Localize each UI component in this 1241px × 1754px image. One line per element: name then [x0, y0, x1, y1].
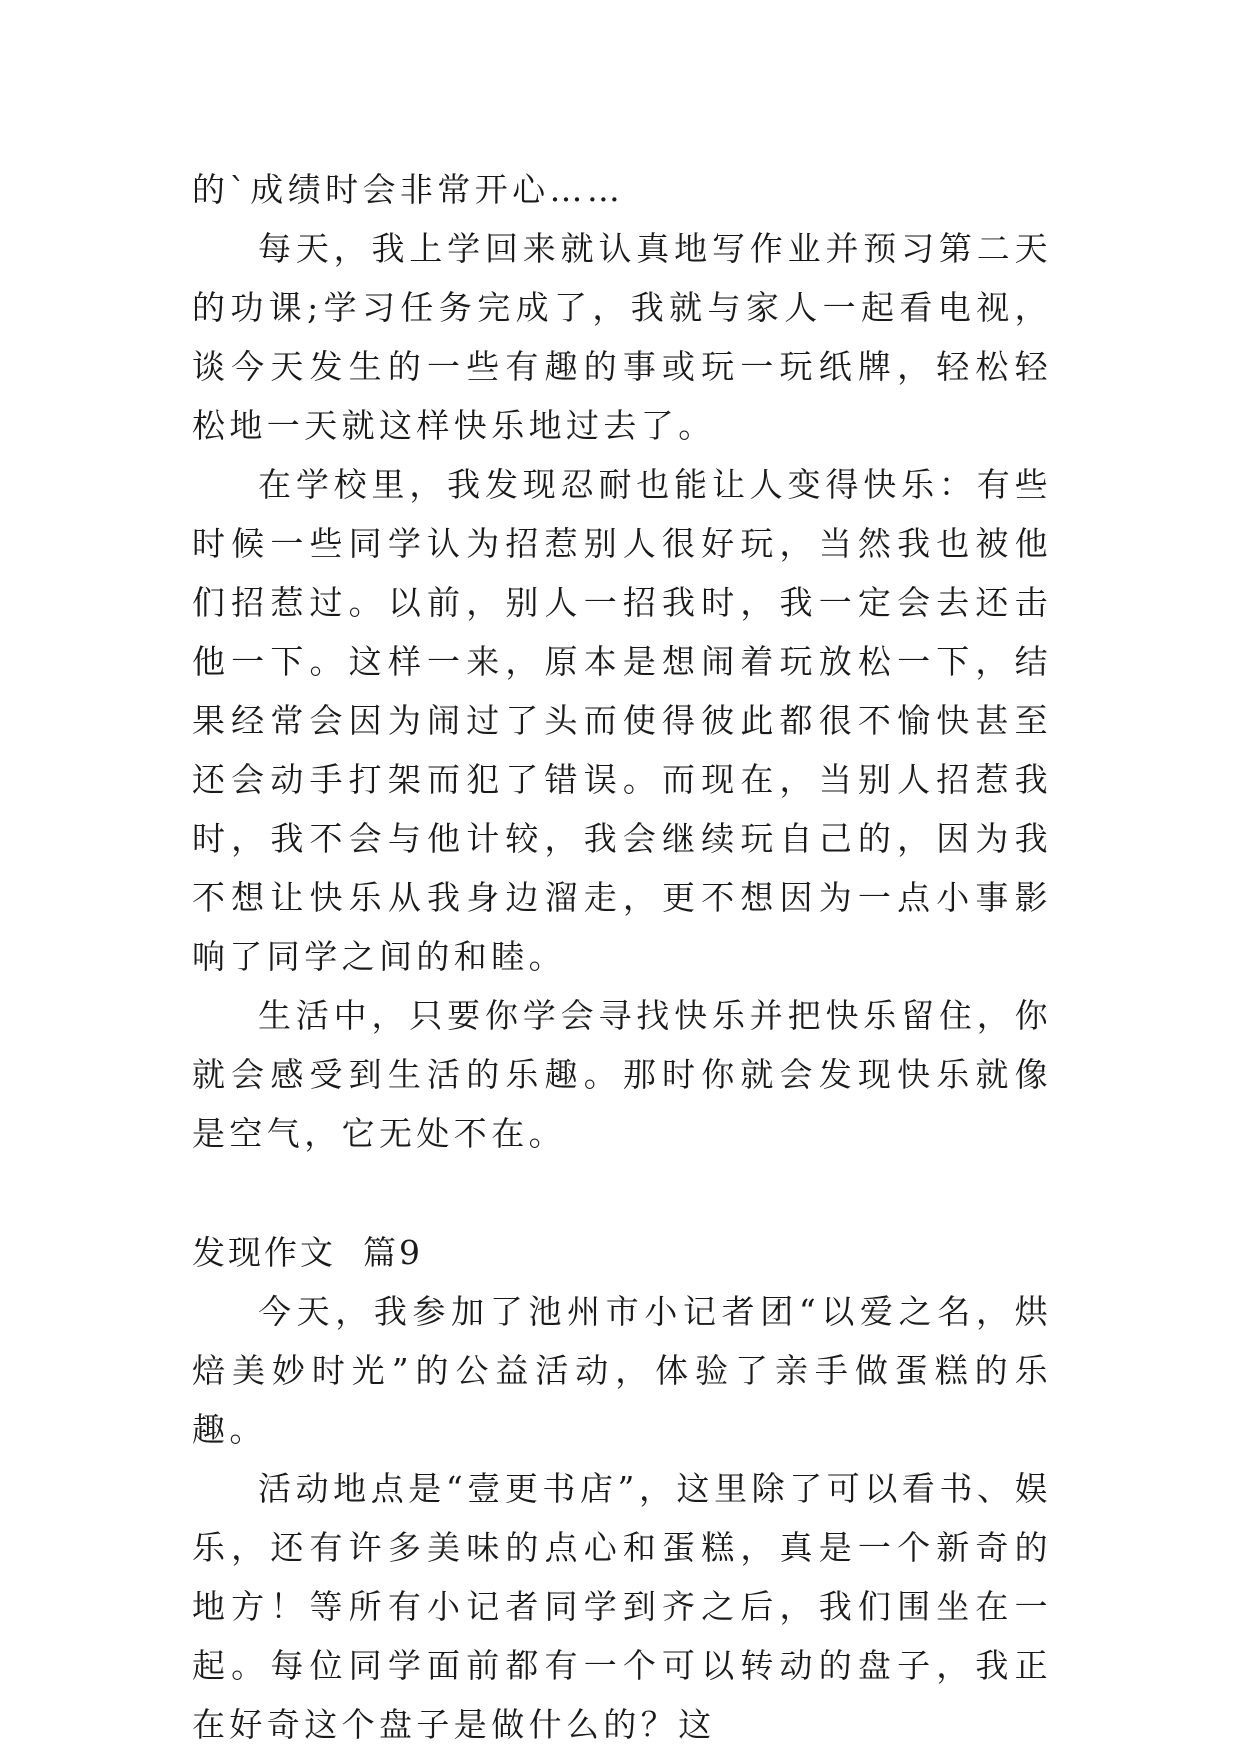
paragraph-patience: 在学校里，我发现忍耐也能让人变得快乐：有些时候一些同学认为招惹别人很好玩，当然我也被他们招惹过。以前，别人一招我时，我一定会去还击他一下。这样一来，原本是想闹着玩放松一下，结果经常会因为闹过了头而使得彼此都很不愉快甚至还会动手打架而犯了错误。而现在，当别人招惹我时，我不会与他计较，我会继续玩自己的，因为我不想让快乐从我身边溜走，更不想因为一点小事影响了同学之间的和睦。: [192, 465, 1052, 976]
paragraph-life-joy: 生活中，只要你学会寻找快乐并把快乐留住，你就会感受到生活的乐趣。那时你就会发现快乐就像是空气，它无处不在。: [192, 996, 1052, 1153]
paragraph-event: 今天，我参加了池州市小记者团“以爱之名，烘焙美妙时光”的公益活动，体验了亲手做蛋糕的乐趣。: [192, 1292, 1052, 1449]
paragraph-homework: 每天，我上学回来就认真地写作业并预习第二天的功课;学习任务完成了，我就与家人一起看电视，谈今天发生的一些有趣的事或玩一玩纸牌，轻松轻松地一天就这样快乐地过去了。: [192, 229, 1052, 445]
paragraph-bookstore: 活动地点是“壹更书店”，这里除了可以看书、娱乐，还有许多美味的点心和蛋糕，真是一个新奇的地方！等所有小记者同学到齐之后，我们围坐在一起。每位同学面前都有一个可以转动的盘子，我正在好奇这个盘子是做什么的？这: [192, 1469, 1052, 1744]
document-page: [192, 160, 1052, 1754]
continuation-line: 的`成绩时会非常开心……: [192, 170, 625, 209]
section-heading: 发现作文 篇9: [192, 1233, 423, 1272]
